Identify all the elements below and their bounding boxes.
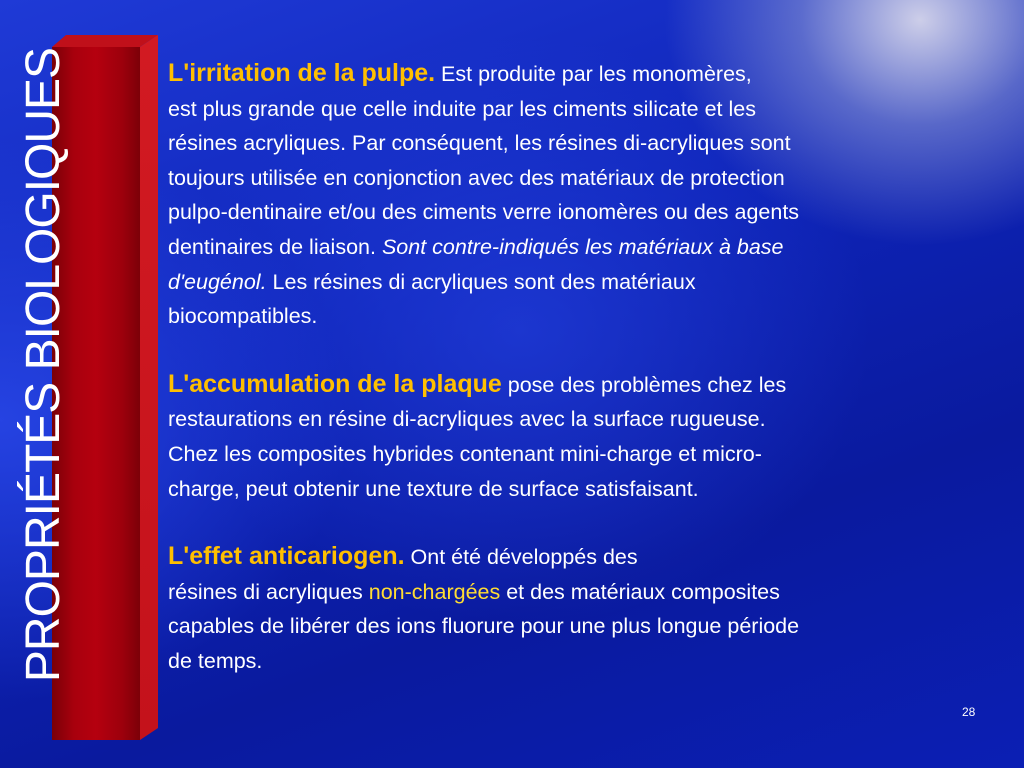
section-plaque <box>168 367 1013 506</box>
body-text: pose des problèmes chez les <box>501 372 787 397</box>
section-anticariogen <box>168 539 1013 678</box>
body-text: résines di acryliques <box>168 579 369 604</box>
body-text: pulpo-dentinaire et/ou des ciments verre ionomères ou des agents <box>168 200 800 225</box>
body-text: Chez les composites hybrides contenant mini-charge et micro- <box>168 441 762 466</box>
body-text: Ont été développés des <box>404 545 638 570</box>
body-text: résines acryliques. Par conséquent, les résines di-acryliques sont <box>168 131 791 156</box>
italic-text: d'eugénol. <box>168 269 267 294</box>
italic-text: Sont contre-indiqués les matériaux à base <box>381 234 784 259</box>
body-text: et des matériaux composites <box>500 579 780 604</box>
body-text: de temps. <box>168 648 263 673</box>
section-heading: L'irritation de la pulpe. <box>168 59 436 87</box>
section-heading: L'accumulation de la plaque <box>168 369 502 398</box>
section-pulpe <box>168 56 1013 334</box>
body-text: charge, peut obtenir une texture de surface satisfaisant. <box>168 476 699 501</box>
body-text: restaurations en résine di-acryliques avec la surface rugueuse. <box>168 407 766 432</box>
body-text: toujours utilisée en conjonction avec des matériaux de protection <box>168 165 785 190</box>
side-title: PROPRIÉTÉS BIOLOGIQUES <box>17 47 70 683</box>
page-number: 28 <box>962 705 976 719</box>
column-side-face <box>140 35 158 740</box>
body-text: Est produite par les monomères, <box>435 62 752 86</box>
slide-body <box>168 56 1013 712</box>
highlighted-text: non-chargées <box>368 579 501 604</box>
body-text: capables de libérer des ions fluorure pour une plus longue période <box>168 614 800 639</box>
body-text: biocompatibles. <box>168 304 318 329</box>
body-text: dentinaires de liaison. <box>168 234 382 259</box>
body-text: est plus grande que celle induite par les ciments silicate et les <box>168 96 756 121</box>
body-text: Les résines di acryliques sont des matériaux <box>266 269 696 294</box>
section-heading: L'effet anticariogen. <box>168 542 405 571</box>
